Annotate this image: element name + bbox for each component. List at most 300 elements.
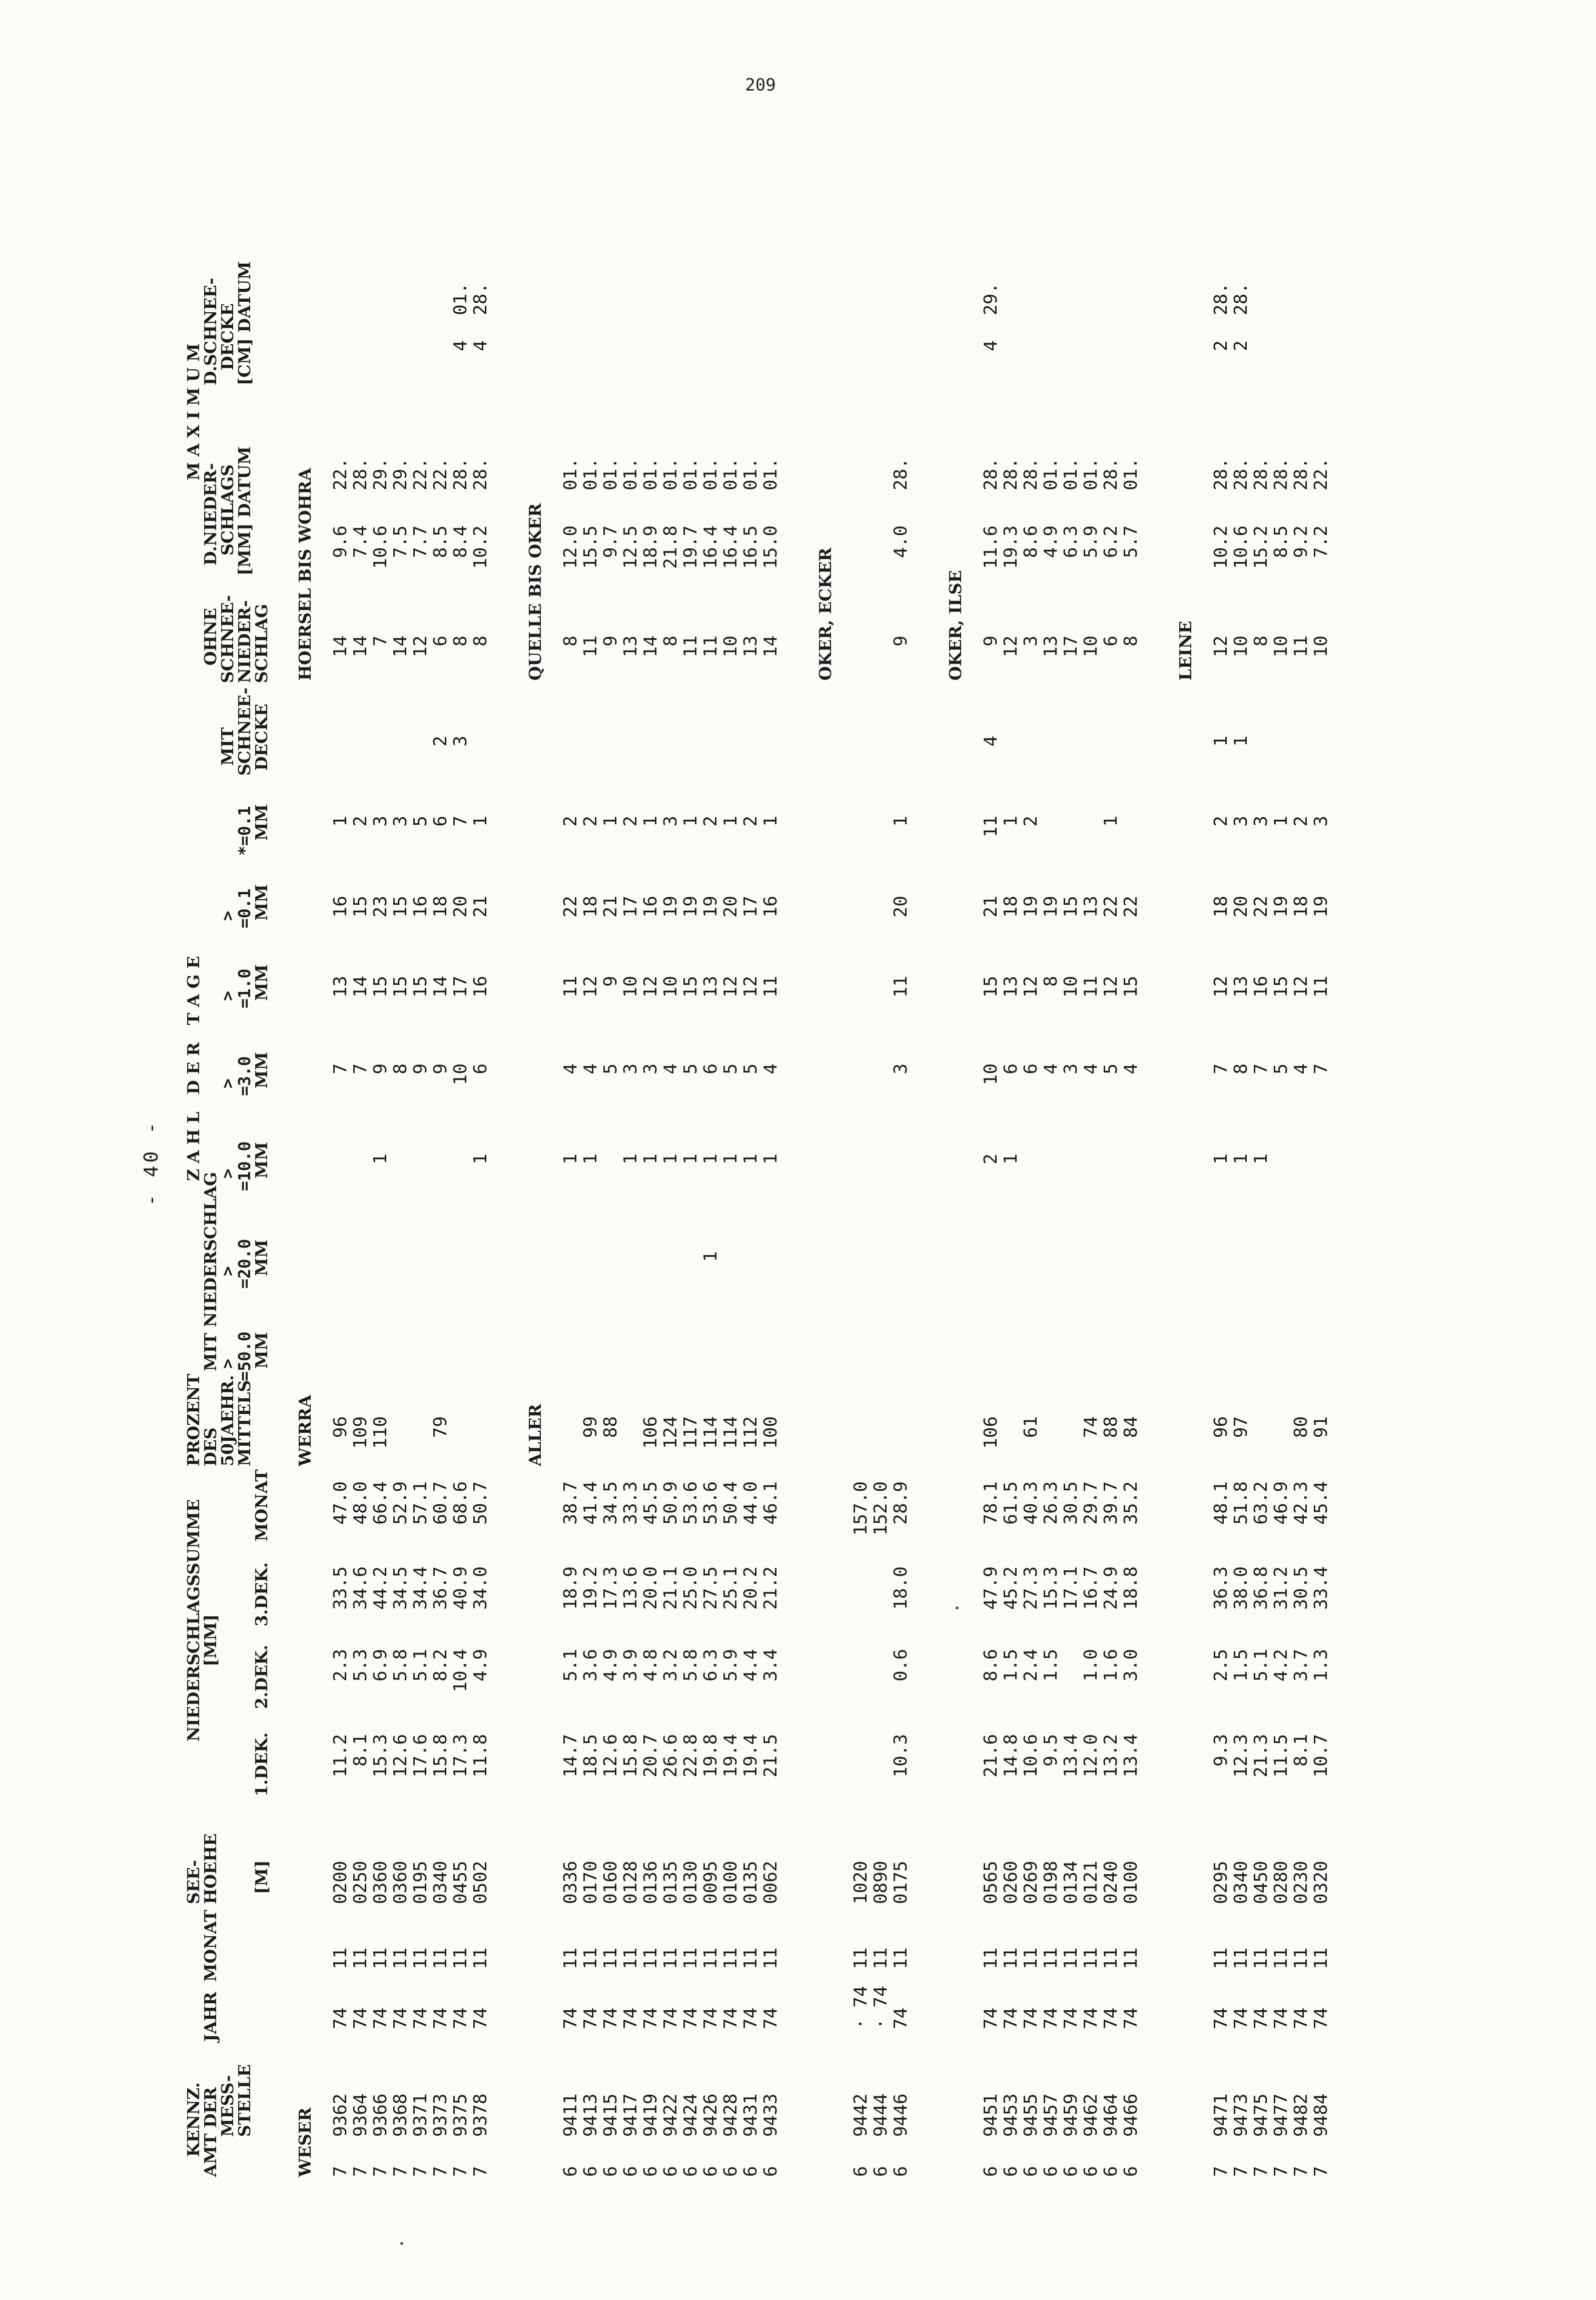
cell-max-schneedecke: 4 [981, 340, 1001, 351]
cell-messstelle: 9462 [1081, 2093, 1101, 2137]
cell-prozent: 84 [1121, 1416, 1141, 1438]
cell-tage-3: 4 [1041, 1063, 1061, 1074]
cell-tage-01: 19 [700, 896, 721, 918]
cell-monat: 11 [1001, 1947, 1021, 1969]
hdr-mit-schnee-2: SCHNEE- [235, 687, 254, 776]
cell-max-schneedecke-datum: 01. [450, 282, 471, 315]
table-row [1021, 225, 1041, 2177]
cell-tage-10: 1 [640, 1154, 661, 1165]
cell-dekade-3: 36.8 [1251, 1566, 1271, 1610]
cell-max-niederschlag: 19.7 [680, 525, 701, 569]
cell-dekade-3: 25.1 [720, 1566, 741, 1610]
cell-amt: 6 [620, 2166, 641, 2177]
cell-tage-3: 7 [1251, 1063, 1271, 1074]
cell-tage-10: 1 [700, 1154, 721, 1165]
cell-dekade-3: 18.8 [1121, 1566, 1141, 1610]
cell-tage-01: 19 [1311, 896, 1331, 918]
cell-dekade-1: 15.8 [620, 1734, 641, 1778]
cell-tage-1: 15 [981, 976, 1001, 998]
cell-dekade-1: 21.3 [1251, 1734, 1271, 1778]
cell-prozent: 97 [1231, 1416, 1251, 1438]
cell-max-niederschlag: 9.7 [600, 525, 621, 558]
hdr-mm-1: MM [252, 964, 271, 1001]
cell-monatssumme: 26.3 [1041, 1481, 1061, 1525]
cell-seehoehe: 0455 [450, 1861, 471, 1904]
cell-monatssumme: 61.5 [1001, 1481, 1021, 1525]
cell-dekade-2: 3.6 [580, 1649, 601, 1682]
cell-dekade-1: 19.8 [700, 1734, 721, 1778]
table-row [430, 225, 450, 2177]
cell-dekade-1: 10.7 [1311, 1734, 1331, 1778]
cell-amt: 6 [891, 2166, 911, 2177]
cell-monat: 11 [680, 1947, 701, 1969]
cell-messstelle: 9371 [410, 2093, 431, 2137]
cell-amt: 7 [1231, 2166, 1251, 2177]
cell-dekade-2: 2.3 [330, 1649, 351, 1682]
cell-dekade-1: 11.2 [330, 1734, 351, 1778]
cell-seehoehe: 0200 [330, 1861, 351, 1904]
cell-amt: 6 [1061, 2166, 1081, 2177]
cell-seehoehe: 0175 [891, 1861, 911, 1904]
cell-monatssumme: 63.2 [1251, 1481, 1271, 1525]
cell-ohne-niederschlag: 8 [560, 636, 581, 647]
cell-messstelle: 9475 [1251, 2093, 1271, 2137]
cell-ohne-niederschlag: 14 [640, 636, 661, 658]
cell-monat: 11 [1121, 1947, 1141, 1969]
cell-max-niederschlag-datum: 22. [330, 457, 351, 490]
cell-amt: 6 [700, 2166, 721, 2177]
cell-dekade-3: 20.0 [640, 1566, 661, 1610]
cell-dekade-2: 4.8 [640, 1649, 661, 1682]
cell-tage-3: 7 [350, 1063, 371, 1074]
cell-monat: 11 [600, 1947, 621, 1969]
cell-amt: 6 [1021, 2166, 1041, 2177]
hdr-t01: =0.1 [235, 888, 254, 928]
cell-tage-1: 8 [1041, 976, 1061, 987]
cell-tage-lt01: 2 [580, 816, 601, 827]
cell-dekade-2: 3.7 [1291, 1649, 1311, 1682]
cell-dekade-1: 19.4 [720, 1734, 741, 1778]
cell-max-niederschlag-datum: 29. [390, 457, 411, 490]
cell-dekade-3: 36.7 [430, 1566, 451, 1610]
cell-tage-01: 16 [330, 896, 351, 918]
cell-seehoehe: 0240 [1101, 1861, 1121, 1904]
cell-ohne-niederschlag: 10 [1311, 636, 1331, 658]
table-row [1001, 225, 1021, 2177]
table-row [1311, 225, 1331, 2177]
cell-tage-01: 19 [1271, 896, 1291, 918]
cell-seehoehe: 0095 [700, 1861, 721, 1904]
cell-tage-lt01: 2 [1211, 816, 1231, 827]
cell-ohne-niederschlag: 12 [410, 636, 431, 658]
cell-tage-lt01: 2 [700, 816, 721, 827]
cell-dekade-3: 44.2 [370, 1566, 391, 1610]
cell-seehoehe: 0230 [1291, 1861, 1311, 1904]
cell-messstelle: 9466 [1121, 2093, 1141, 2137]
cell-tage-1: 13 [330, 976, 351, 998]
cell-prozent: 88 [1101, 1416, 1121, 1438]
cell-dekade-2: 1.5 [1231, 1649, 1251, 1682]
cell-jahr: 74 [1101, 2007, 1121, 2029]
cell-amt: 6 [1121, 2166, 1141, 2177]
cell-monat: 11 [1271, 1947, 1291, 1969]
cell-tage-3: 5 [720, 1063, 741, 1074]
cell-max-niederschlag-datum: 01. [660, 457, 681, 490]
table-row [560, 225, 580, 2177]
cell-max-niederschlag-datum: 01. [680, 457, 701, 490]
cell-prozent: 100 [760, 1416, 781, 1449]
cell-dekade-1: 21.5 [760, 1734, 781, 1778]
cell-tage-1: 10 [660, 976, 681, 998]
cell-tage-lt01: 2 [560, 816, 581, 827]
cell-tage-3: 6 [700, 1063, 721, 1074]
cell-seehoehe: 0340 [430, 1861, 451, 1904]
table-row [871, 225, 891, 2177]
cell-prozent: 79 [430, 1416, 451, 1438]
cell-tage-3: 10 [450, 1063, 471, 1085]
cell-seehoehe: 0195 [410, 1861, 431, 1904]
table-row [350, 225, 370, 2177]
cell-dekade-3: 18.0 [891, 1566, 911, 1610]
hdr-nsum-unit: [MM] [201, 1614, 220, 1666]
cell-tage-3: 4 [1291, 1063, 1311, 1074]
cell-monatssumme: 53.6 [700, 1481, 721, 1525]
cell-mit-schneedecke: 2 [430, 736, 451, 747]
table-row [891, 225, 911, 2177]
cell-dekade-2: 6.3 [700, 1649, 721, 1682]
hdr-dek1: 1.DEK. [252, 1732, 271, 1797]
cell-dekade-3: 34.0 [470, 1566, 491, 1610]
folio: - 40 - [140, 1119, 162, 1206]
cell-messstelle: 9473 [1231, 2093, 1251, 2137]
cell-max-schneedecke-datum: 29. [981, 282, 1001, 315]
table-row [720, 225, 740, 2177]
cell-dekade-1: 15.8 [430, 1734, 451, 1778]
table-row [330, 225, 350, 2177]
cell-dekade-2: 8.2 [430, 1649, 451, 1682]
cell-tage-1: 12 [1211, 976, 1231, 998]
cell-jahr: 74 [1081, 2007, 1101, 2029]
cell-max-schneedecke: 2 [1231, 340, 1251, 351]
cell-messstelle: 9428 [720, 2093, 741, 2137]
cell-max-schneedecke-datum: 28. [1231, 282, 1251, 315]
cell-max-niederschlag: 10.2 [470, 525, 491, 569]
cell-monat: 11 [760, 1947, 781, 1969]
cell-dekade-2: 3.4 [760, 1649, 781, 1682]
cell-amt: 6 [740, 2166, 761, 2177]
cell-tage-20: 1 [700, 1251, 721, 1262]
cell-messstelle: 9459 [1061, 2093, 1081, 2137]
hdr-gt-1: > [218, 991, 237, 1001]
cell-prozent: 80 [1291, 1416, 1311, 1438]
cell-jahr: 74 [1311, 2007, 1331, 2029]
cell-ohne-niederschlag: 11 [680, 636, 701, 658]
cell-seehoehe: 0136 [640, 1861, 661, 1904]
cell-max-niederschlag-datum: 22. [1311, 457, 1331, 490]
cell-tage-lt01: 1 [891, 816, 911, 827]
cell-ohne-niederschlag: 9 [981, 636, 1001, 647]
cell-dekade-3: 19.2 [580, 1566, 601, 1610]
cell-monat: 11 [740, 1947, 761, 1969]
cell-max-niederschlag: 15.2 [1251, 525, 1271, 569]
cell-monat: 11 [981, 1947, 1001, 1969]
cell-max-schneedecke: 4 [450, 340, 471, 351]
cell-ohne-niederschlag: 17 [1061, 636, 1081, 658]
cell-dekade-1: 9.5 [1041, 1734, 1061, 1767]
cell-jahr: 74 [981, 2007, 1001, 2029]
cell-max-niederschlag: 16.5 [740, 525, 761, 569]
cell-jahr: 74 [640, 2007, 661, 2029]
cell-monat: 11 [1311, 1947, 1331, 1969]
table-row [740, 225, 760, 2177]
cell-dekade-1: 12.6 [390, 1734, 411, 1778]
cell-monatssumme: 35.2 [1121, 1481, 1141, 1525]
cell-dekade-2: 0.6 [891, 1649, 911, 1682]
cell-tage-10: 1 [720, 1154, 741, 1165]
cell-max-niederschlag-datum: 28. [1291, 457, 1311, 490]
table-row [1211, 225, 1231, 2177]
cell-dekade-3: 17.1 [1061, 1566, 1081, 1610]
scan-speck [400, 2242, 403, 2245]
cell-dekade-3: 34.4 [410, 1566, 431, 1610]
cell-prozent: 117 [680, 1416, 701, 1449]
cell-tage-10: 1 [1001, 1154, 1021, 1165]
cell-ohne-niederschlag: 14 [330, 636, 351, 658]
cell-amt: 6 [760, 2166, 781, 2177]
hdr-t10: =10.0 [235, 1141, 254, 1191]
hdr-gt-20: > [218, 1266, 237, 1276]
cell-amt: 7 [430, 2166, 451, 2177]
hdr-see: SEE- [184, 1860, 203, 1904]
cell-max-niederschlag: 18.9 [640, 525, 661, 569]
cell-dekade-3: 20.2 [740, 1566, 761, 1610]
cell-seehoehe: 0360 [370, 1861, 391, 1904]
cell-monatssumme: 28.9 [891, 1481, 911, 1525]
hdr-mit-schnee-3: DECKE [252, 704, 271, 771]
cell-tage-01: 21 [981, 896, 1001, 918]
cell-dekade-2: 6.9 [370, 1649, 391, 1682]
cell-jahr: 74 [430, 2007, 451, 2029]
cell-tage-01: 18 [1291, 896, 1311, 918]
cell-seehoehe: 0250 [350, 1861, 371, 1904]
cell-seehoehe: 0360 [390, 1861, 411, 1904]
cell-max-niederschlag-datum: 01. [640, 457, 661, 490]
cell-monat: 11 [370, 1947, 391, 1969]
cell-tage-1: 9 [600, 976, 621, 987]
cell-messstelle: 9442 [851, 2093, 871, 2137]
cell-max-niederschlag: 15.0 [760, 525, 781, 569]
hdr-ohne-3: NIEDER- [235, 600, 254, 683]
cell-tage-3: 7 [330, 1063, 351, 1074]
cell-tage-3: 6 [1021, 1063, 1041, 1074]
cell-amt: 6 [560, 2166, 581, 2177]
cell-tage-lt01: 11 [981, 816, 1001, 838]
cell-max-niederschlag: 15.5 [580, 525, 601, 569]
cell-tage-01: 19 [1021, 896, 1041, 918]
cell-max-schneedecke-datum: 28. [470, 282, 491, 315]
cell-monatssumme: 50.7 [470, 1481, 491, 1525]
table-row [1121, 225, 1141, 2177]
section-label: OKER, ECKER [816, 547, 835, 681]
cell-monat: 11 [330, 1947, 351, 1969]
cell-seehoehe: 1020 [851, 1861, 871, 1904]
cell-amt: 7 [1291, 2166, 1311, 2177]
hdr-proz2: DES [201, 1427, 220, 1466]
cell-dekade-3: 21.2 [760, 1566, 781, 1610]
table-row [1041, 225, 1061, 2177]
hdr-gt-01: > [218, 911, 237, 921]
cell-tage-01: 20 [720, 896, 741, 918]
cell-dekade-2: 4.9 [600, 1649, 621, 1682]
cell-jahr: 74 [560, 2007, 581, 2029]
cell-monat: 11 [1061, 1947, 1081, 1969]
cell-ohne-niederschlag: 11 [1291, 636, 1311, 658]
cell-dekade-3: 18.9 [560, 1566, 581, 1610]
cell-max-niederschlag-datum: 28. [1021, 457, 1041, 490]
cell-monatssumme: 38.7 [560, 1481, 581, 1525]
cell-dekade-1: 9.3 [1211, 1734, 1231, 1767]
cell-max-niederschlag-datum: 22. [410, 457, 431, 490]
cell-tage-1: 14 [350, 976, 371, 998]
cell-jahr: 74 [370, 2007, 391, 2029]
cell-seehoehe: 0336 [560, 1861, 581, 1904]
cell-messstelle: 9415 [600, 2093, 621, 2137]
cell-tage-lt01: 1 [640, 816, 661, 827]
cell-jahr: 74 [1291, 2007, 1311, 2029]
cell-tage-01: 21 [600, 896, 621, 918]
cell-amt: 6 [680, 2166, 701, 2177]
hdr-ohne-1: OHNE [201, 608, 220, 666]
cell-monatssumme: 157.0 [851, 1481, 871, 1536]
cell-tage-1: 11 [560, 976, 581, 998]
hdr-gt-3: > [218, 1078, 237, 1088]
hdr-maximum: M A X I M U M [184, 343, 203, 480]
cell-amt: 6 [1081, 2166, 1101, 2177]
cell-tage-3: 6 [1001, 1063, 1021, 1074]
cell-tage-01: 13 [1081, 896, 1101, 918]
hdr-t50: =50.0 [235, 1331, 254, 1381]
cell-amt: 7 [370, 2166, 391, 2177]
cell-monat: 11 [430, 1947, 451, 1969]
table-row [390, 225, 410, 2177]
hdr-mit-schnee-1: MIT [218, 727, 237, 766]
cell-dekade-1: 15.3 [370, 1734, 391, 1778]
table-row [580, 225, 600, 2177]
cell-monatssumme: 60.7 [430, 1481, 451, 1525]
cell-prozent: 110 [370, 1416, 391, 1449]
cell-monat: 11 [851, 1947, 871, 1969]
table-row [370, 225, 390, 2177]
hdr-mon: MONAT [252, 1469, 271, 1541]
cell-tage-1: 13 [1231, 976, 1251, 998]
cell-tage-10: 1 [1231, 1154, 1251, 1165]
cell-jahr: 74 [1121, 2007, 1141, 2029]
cell-tage-1: 12 [640, 976, 661, 998]
cell-tage-lt01: 1 [760, 816, 781, 827]
cell-max-niederschlag-datum: 28. [1271, 457, 1291, 490]
cell-dekade-1: 14.7 [560, 1734, 581, 1778]
cell-tage-10: 1 [560, 1154, 581, 1165]
cell-ohne-niederschlag: 13 [1041, 636, 1061, 658]
cell-max-niederschlag: 4.0 [891, 525, 911, 558]
cell-tage-3: 3 [891, 1063, 911, 1074]
cell-ohne-niederschlag: 8 [1251, 636, 1271, 647]
cell-tage-lt01: 3 [370, 816, 391, 827]
cell-max-niederschlag: 9.6 [330, 525, 351, 558]
cell-seehoehe: 0320 [1311, 1861, 1331, 1904]
cell-tage-10: 1 [760, 1154, 781, 1165]
cell-messstelle: 9426 [700, 2093, 721, 2137]
cell-tage-10: 1 [1211, 1154, 1231, 1165]
cell-tage-lt01: 2 [350, 816, 371, 827]
cell-tage-3: 4 [660, 1063, 681, 1074]
cell-tage-3: 9 [430, 1063, 451, 1074]
cell-tage-01: 19 [660, 896, 681, 918]
cell-dekade-2: 5.1 [1251, 1649, 1271, 1682]
cell-monatssumme: 33.3 [620, 1481, 641, 1525]
table-row [981, 225, 1001, 2177]
cell-messstelle: 9484 [1311, 2093, 1331, 2137]
cell-tage-3: 4 [560, 1063, 581, 1074]
cell-dekade-2: 1.3 [1311, 1649, 1331, 1682]
cell-tage-1: 15 [390, 976, 411, 998]
cell-ohne-niederschlag: 7 [370, 636, 391, 647]
cell-monatssumme: 46.1 [760, 1481, 781, 1525]
cell-dekade-1: 13.4 [1121, 1734, 1141, 1778]
cell-seehoehe: 0062 [760, 1861, 781, 1904]
cell-max-niederschlag-datum: 01. [560, 457, 581, 490]
table-row [620, 225, 640, 2177]
cell-tage-3: 4 [580, 1063, 601, 1074]
cell-monat: 11 [1101, 1947, 1121, 1969]
cell-ohne-niederschlag: 3 [1021, 636, 1041, 647]
hdr-mm-20: MM [252, 1239, 271, 1276]
cell-max-niederschlag-datum: 28. [1211, 457, 1231, 490]
cell-dekade-1: 11.5 [1271, 1734, 1291, 1778]
cell-jahr: 74 [1021, 2007, 1041, 2029]
cell-dekade-3: 15.3 [1041, 1566, 1061, 1610]
cell-dekade-3: 25.0 [680, 1566, 701, 1610]
hdr-mess: MESS- [218, 2075, 237, 2137]
cell-amt: 7 [1271, 2166, 1291, 2177]
cell-seehoehe: 0121 [1081, 1861, 1101, 1904]
cell-seehoehe: 0160 [600, 1861, 621, 1904]
cell-seehoehe: 0260 [1001, 1861, 1021, 1904]
cell-tage-lt01: 1 [720, 816, 741, 827]
cell-dekade-3: 33.4 [1311, 1566, 1331, 1610]
cell-tage-1: 11 [1311, 976, 1331, 998]
hdr-gt-50: > [218, 1359, 237, 1369]
cell-jahr: 74 [350, 2007, 371, 2029]
cell-amt: 7 [1311, 2166, 1331, 2177]
hdr-maxn-2: SCHLAGS [218, 464, 237, 555]
cell-dekade-3: 36.3 [1211, 1566, 1231, 1610]
cell-tage-1: 16 [470, 976, 491, 998]
hdr-t3: =3.0 [235, 1056, 254, 1096]
cell-jahr: 74 [740, 2007, 761, 2029]
cell-ohne-niederschlag: 8 [1121, 636, 1141, 647]
cell-ohne-niederschlag: 14 [760, 636, 781, 658]
cell-dekade-1: 11.8 [470, 1734, 491, 1778]
cell-tage-1: 11 [760, 976, 781, 998]
cell-ohne-niederschlag: 8 [450, 636, 471, 647]
cell-max-niederschlag-datum: 01. [1121, 457, 1141, 490]
cell-tage-3: 5 [600, 1063, 621, 1074]
cell-dekade-2: 3.0 [1121, 1649, 1141, 1682]
cell-jahr: 74 [600, 2007, 621, 2029]
hdr-dek2: 2.DEK. [252, 1644, 271, 1709]
cell-monatssumme: 52.9 [390, 1481, 411, 1525]
